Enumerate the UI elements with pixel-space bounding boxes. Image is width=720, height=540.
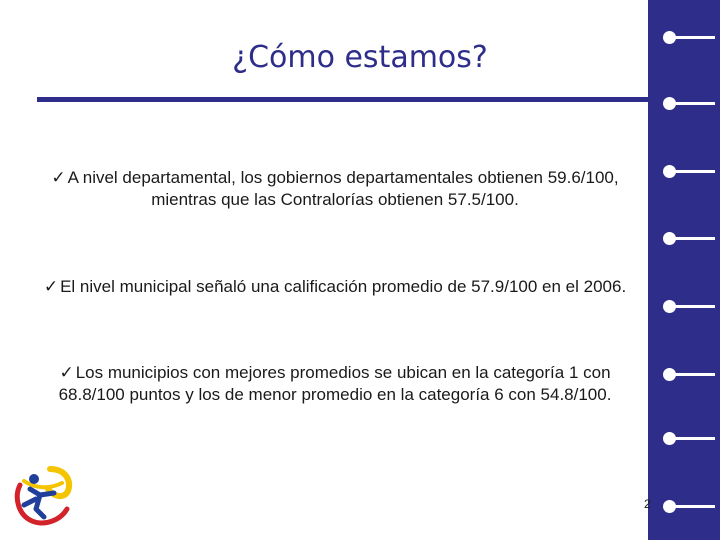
decorative-sidebar (648, 0, 720, 540)
bullet-categories (40, 362, 630, 406)
bullet-departmental (40, 167, 630, 211)
logo-head (29, 474, 39, 484)
sidebar-dot-line (663, 500, 715, 514)
bullet-text: El nivel municipal señaló una calificación promedio de 57.9/100 en el 2006. (60, 277, 627, 296)
sidebar-dot-line (663, 165, 715, 179)
sidebar-dot-line (663, 300, 715, 314)
check-mark-icon: ✓ (59, 363, 74, 383)
sidebar-dot-line (663, 232, 715, 246)
bullet-municipal (40, 276, 630, 298)
bullet-text: A nivel departamental, los gobiernos departamentales obtienen 59.6/100, mientras que las Contralorías obtienen 57.5/100. (67, 168, 619, 209)
logo-yellow-stroke (24, 481, 62, 487)
page-number: 2 (644, 497, 651, 511)
check-mark-icon: ✓ (43, 277, 59, 297)
bullet-text: Los municipios con mejores promedios se ubican en la categoría 1 con 68.8/100 puntos y los de menor promedio en la categoría 6 con 54.8/100. (58, 363, 612, 404)
logo (10, 465, 80, 527)
sidebar-dot-line (663, 97, 715, 111)
sidebar-dot-line (663, 368, 715, 382)
title-divider (37, 97, 652, 102)
sidebar-dot-line (663, 432, 715, 446)
slide-title: ¿Cómo estamos? (232, 40, 488, 75)
check-mark-icon: ✓ (51, 168, 66, 188)
logo-figure (24, 489, 54, 517)
sidebar-dot-line (663, 31, 715, 45)
